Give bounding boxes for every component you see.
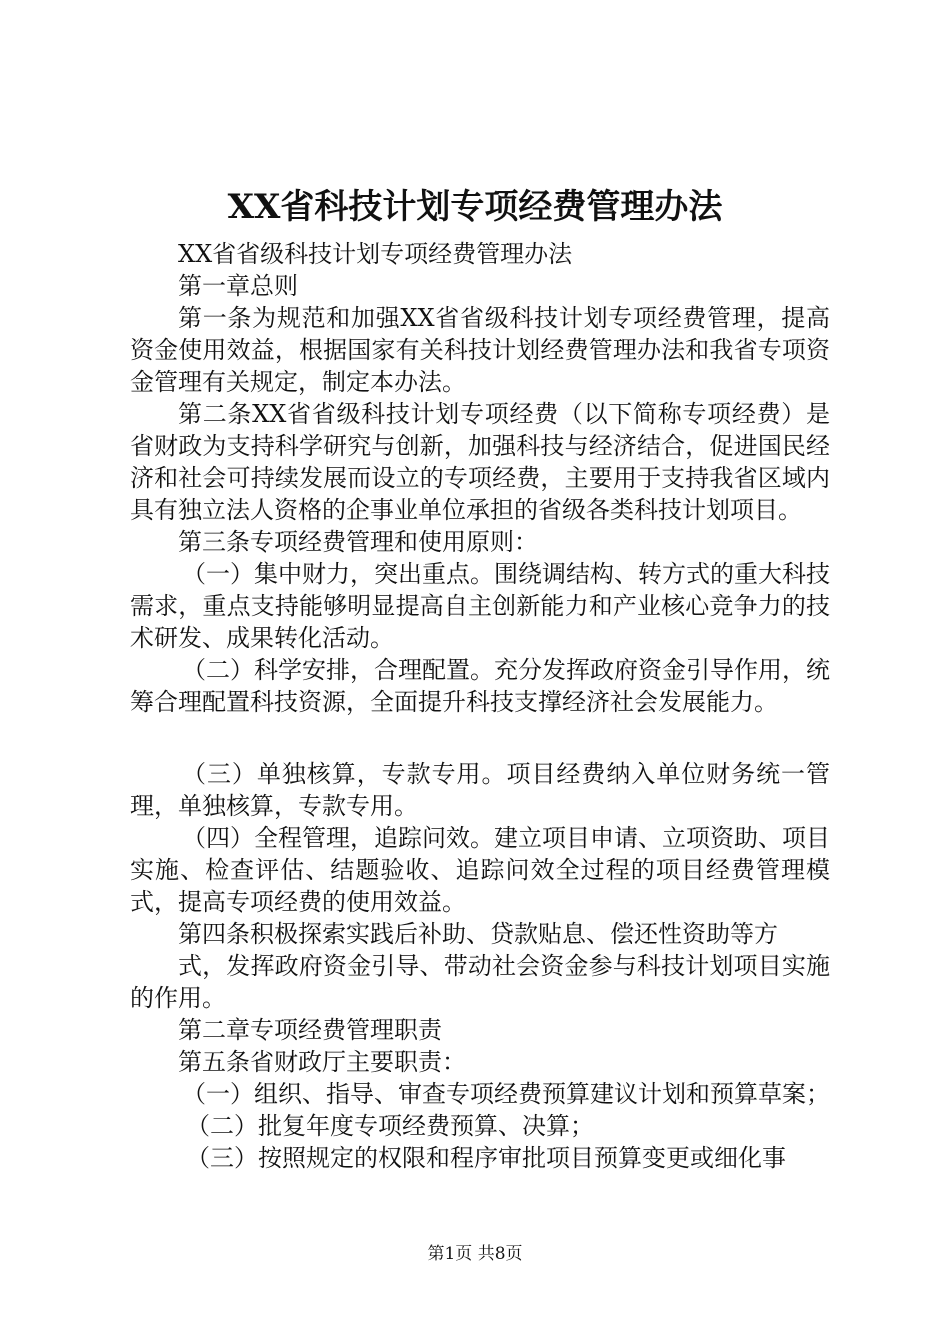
paragraph-subtitle: XX省省级科技计划专项经费管理办法 (178, 240, 573, 268)
document-title: XX省科技计划专项经费管理办法 (227, 187, 723, 227)
article-3: 第三条专项经费管理和使用原则： (178, 528, 538, 556)
article-5: 第五条省财政厅主要职责： (178, 1048, 466, 1076)
article-3-item-3: （三）单独核算，专款专用。项目经费纳入单位财务统一管理，单独核算，专款专用。 (130, 760, 830, 820)
article-3-item-4: （四）全程管理，追踪问效。建立项目申请、立项资助、项目实施、检查评估、结题验收、追踪问效全过程的项目经费管理模式，提高专项经费的使用效益。 (130, 824, 830, 916)
article-4-line-1: 第四条积极探索实践后补助、贷款贴息、偿还性资助等方 (178, 920, 778, 948)
article-5-item-2: （二）批复年度专项经费预算、决算； (186, 1112, 594, 1140)
chapter-heading-1: 第一章总则 (178, 272, 298, 300)
article-4-line-2: 式，发挥政府资金引导、带动社会资金参与科技计划项目实施的作用。 (130, 952, 830, 1012)
article-1: 第一条为规范和加强XX省省级科技计划专项经费管理，提高资金使用效益，根据国家有关科技计划经费管理办法和我省专项资金管理有关规定，制定本办法。 (130, 304, 830, 396)
article-2: 第二条XX省省级科技计划专项经费（以下简称专项经费）是省财政为支持科学研究与创新，加强科技与经济结合，促进国民经济和社会可持续发展而设立的专项经费，主要用于支持我省区域内具有独立法人资格的企事业单位承担的省级各类科技计划项目。 (130, 400, 830, 524)
article-5-item-1: （一）组织、指导、审查专项经费预算建议计划和预算草案； (182, 1080, 830, 1108)
page-footer: 第1页 共8页 (427, 1244, 523, 1264)
article-3-item-1: （一）集中财力，突出重点。围绕调结构、转方式的重大科技需求，重点支持能够明显提高自主创新能力和产业核心竞争力的技术研发、成果转化活动。 (130, 560, 830, 652)
document-body (130, 238, 830, 1174)
article-5-item-3: （三）按照规定的权限和程序审批项目预算变更或细化事 (186, 1144, 786, 1172)
article-3-item-2: （二）科学安排，合理配置。充分发挥政府资金引导作用，统筹合理配置科技资源，全面提升科技支撑经济社会发展能力。 (130, 656, 830, 716)
chapter-heading-2: 第二章专项经费管理职责 (178, 1016, 442, 1044)
